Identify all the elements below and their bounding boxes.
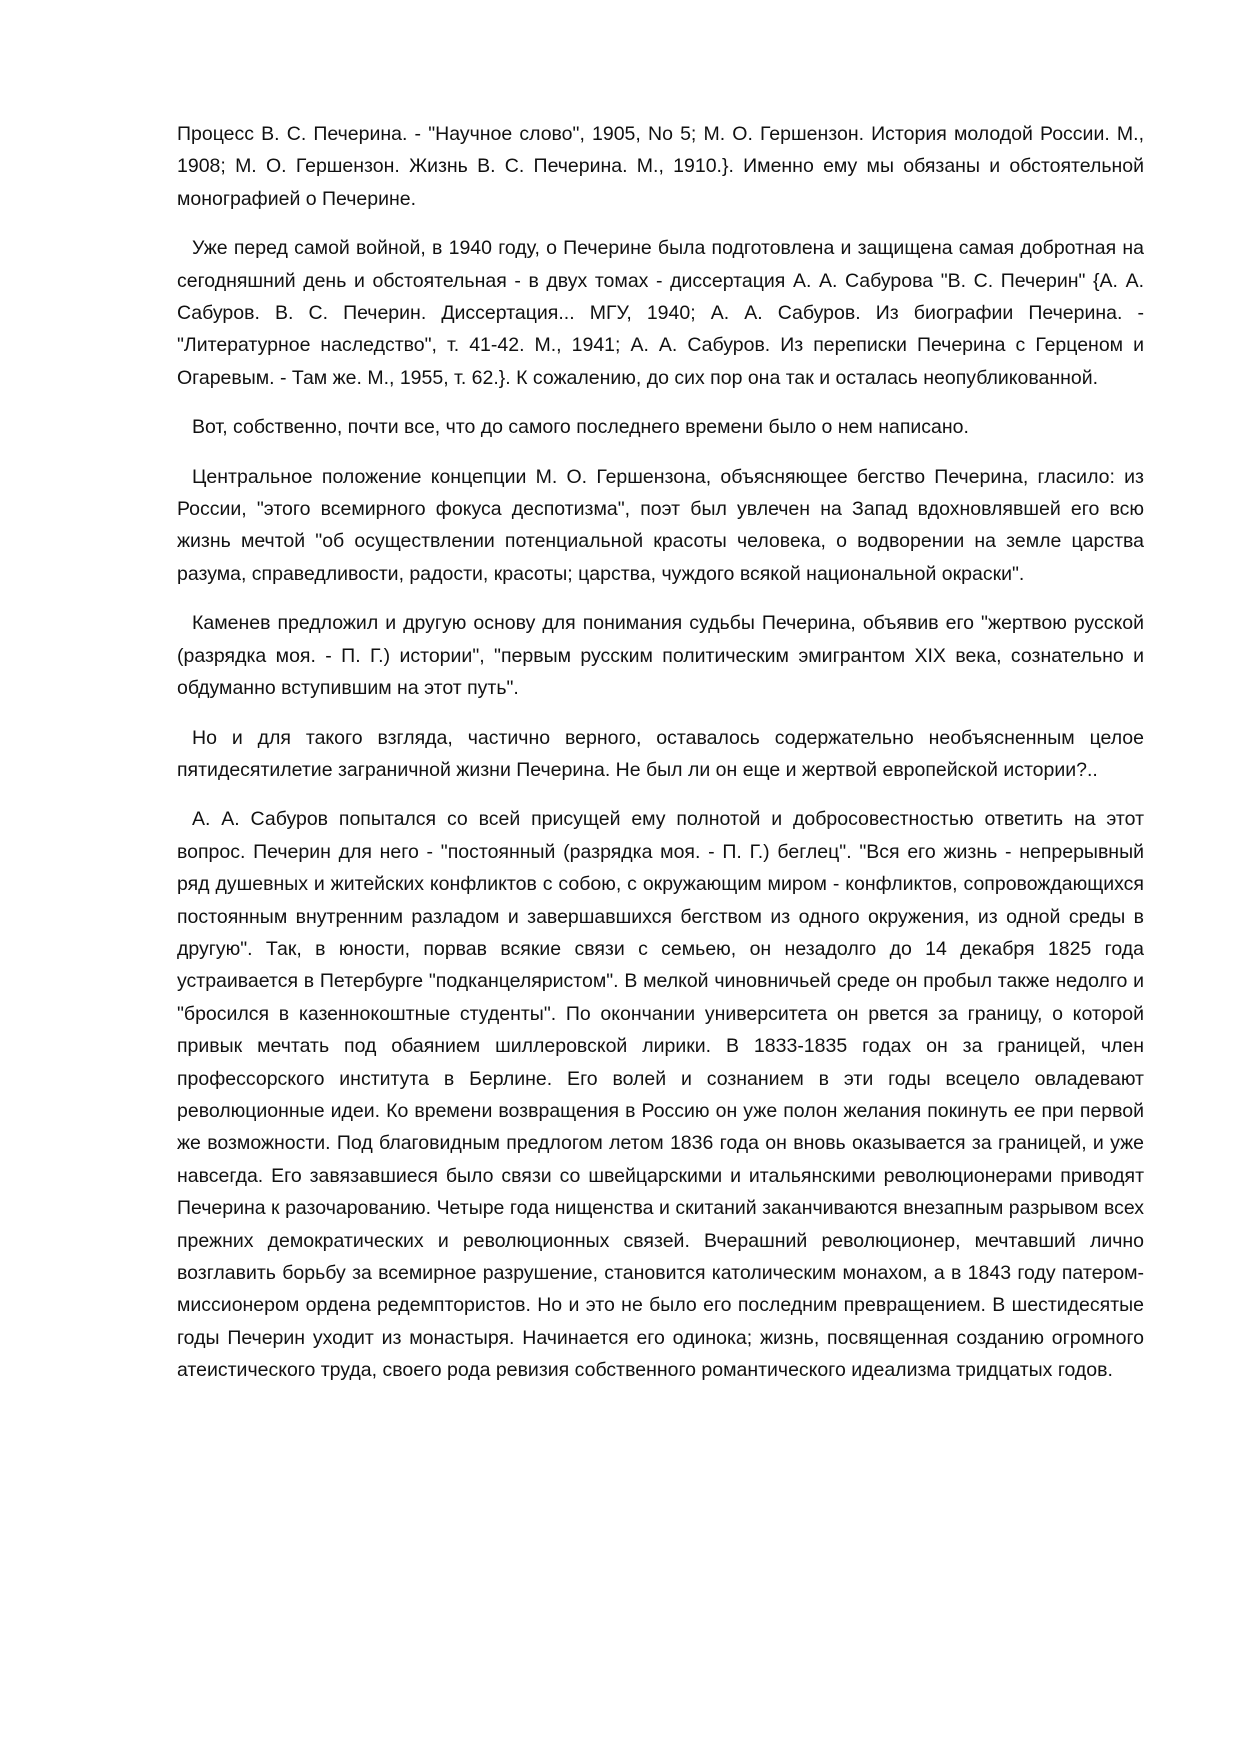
paragraph-3: Вот, собственно, почти все, что до самого последнего времени было о нем написано. xyxy=(192,416,969,439)
paragraph-4: Центральное положение концепции М. О. Гершензона, объясняющее бегство Печерина, гласило: из России, "этого всемирного фокуса деспотизма", поэт был увлечен на Запад вдохновлявшей его всю жизнь мечтой "об осуществлении потенциальной красоты человека, о водворении на земле царства разума, справедливости, радости, красоты; царства, чуждого всякой национальной окраски". xyxy=(177,465,1144,585)
paragraph-1: Процесс В. С. Печерина. - "Научное слово", 1905, No 5; М. О. Гершензон. История молодой России. М., 1908; М. О. Гершензон. Жизнь В. С. Печерина. М., 1910.}. Именно ему мы обязаны и обстоятельной монографией о Печерине. xyxy=(177,123,1144,210)
document-page xyxy=(177,118,1144,1404)
paragraph-7: А. А. Сабуров попытался со всей присущей ему полнотой и добросовестностью ответить на этот вопрос. Печерин для него - "постоянный (разрядка моя. - П. Г.) беглец". "Вся его жизнь - непрерывный ряд душевных и житейских конфликтов с собою, с окружающим миром - конфликтов, сопровождающихся постоянным внутренним разладом и завершавшихся бегством из одного окружения, из одной среды в другую". Так, в юности, порвав всякие связи с семьею, он незадолго до 14 декабря 1825 года устраивается в Петербурге "подканцеляристом". В мелкой чиновничьей среде он пробыл также недолго и "бросился в казеннокоштные студенты". По окончании университета он рвется за границу, о которой привык мечтать под обаянием шиллеровской лирики. В 1833-1835 годах он за границей, член профессорского института в Берлине. Его волей и сознанием в эти годы всецело овладевают революционные идеи. Ко времени возвращения в Россию он уже полон желания покинуть ее при первой же возможности. Под благовидным предлогом летом 1836 года он вновь оказывается за границей, и уже навсегда. Его завязавшиеся было связи со швейцарскими и итальянскими революционерами приводят Печерина к разочарованию. Четыре года нищенства и скитаний заканчиваются внезапным разрывом всех прежних демократических и революционных связей. Вчерашний революционер, мечтавший лично возглавить борьбу за всемирное разрушение, становится католическим монахом, а в 1843 году патером-миссионером ордена редемптористов. Но и это не было его последним превращением. В шестидесятые годы Печерин уходит из монастыря. Начинается его одинока; жизнь, посвященная созданию огромного атеистического труда, своего рода ревизия собственного романтического идеализма тридцатых годов. xyxy=(177,808,1144,1382)
paragraph-6: Но и для такого взгляда, частично верного, оставалось содержательно необъясненным целое пятидесятилетие заграничной жизни Печерина. Не был ли он еще и жертвой европейской истории?.. xyxy=(177,726,1144,781)
paragraph-5: Каменев предложил и другую основу для понимания судьбы Печерина, объявив его "жертвою русской (разрядка моя. - П. Г.) истории", "первым русским политическим эмигрантом XIX века, сознательно и обдуманно вступившим на этот путь". xyxy=(177,612,1144,700)
paragraph-2: Уже перед самой войной, в 1940 году, о Печерине была подготовлена и защищена самая добротная на сегодняшний день и обстоятельная - в двух томах - диссертация А. А. Сабурова "В. С. Печерин" {А. А. Сабуров. В. С. Печерин. Диссертация... МГУ, 1940; А. А. Сабуров. Из биографии Печерина. - "Литературное наследство", т. 41-42. М., 1941; А. А. Сабуров. Из переписки Печерина с Герценом и Огаревым. - Там же. М., 1955, т. 62.}. К сожалению, до сих пор она так и осталась неопубликованной. xyxy=(177,237,1144,389)
